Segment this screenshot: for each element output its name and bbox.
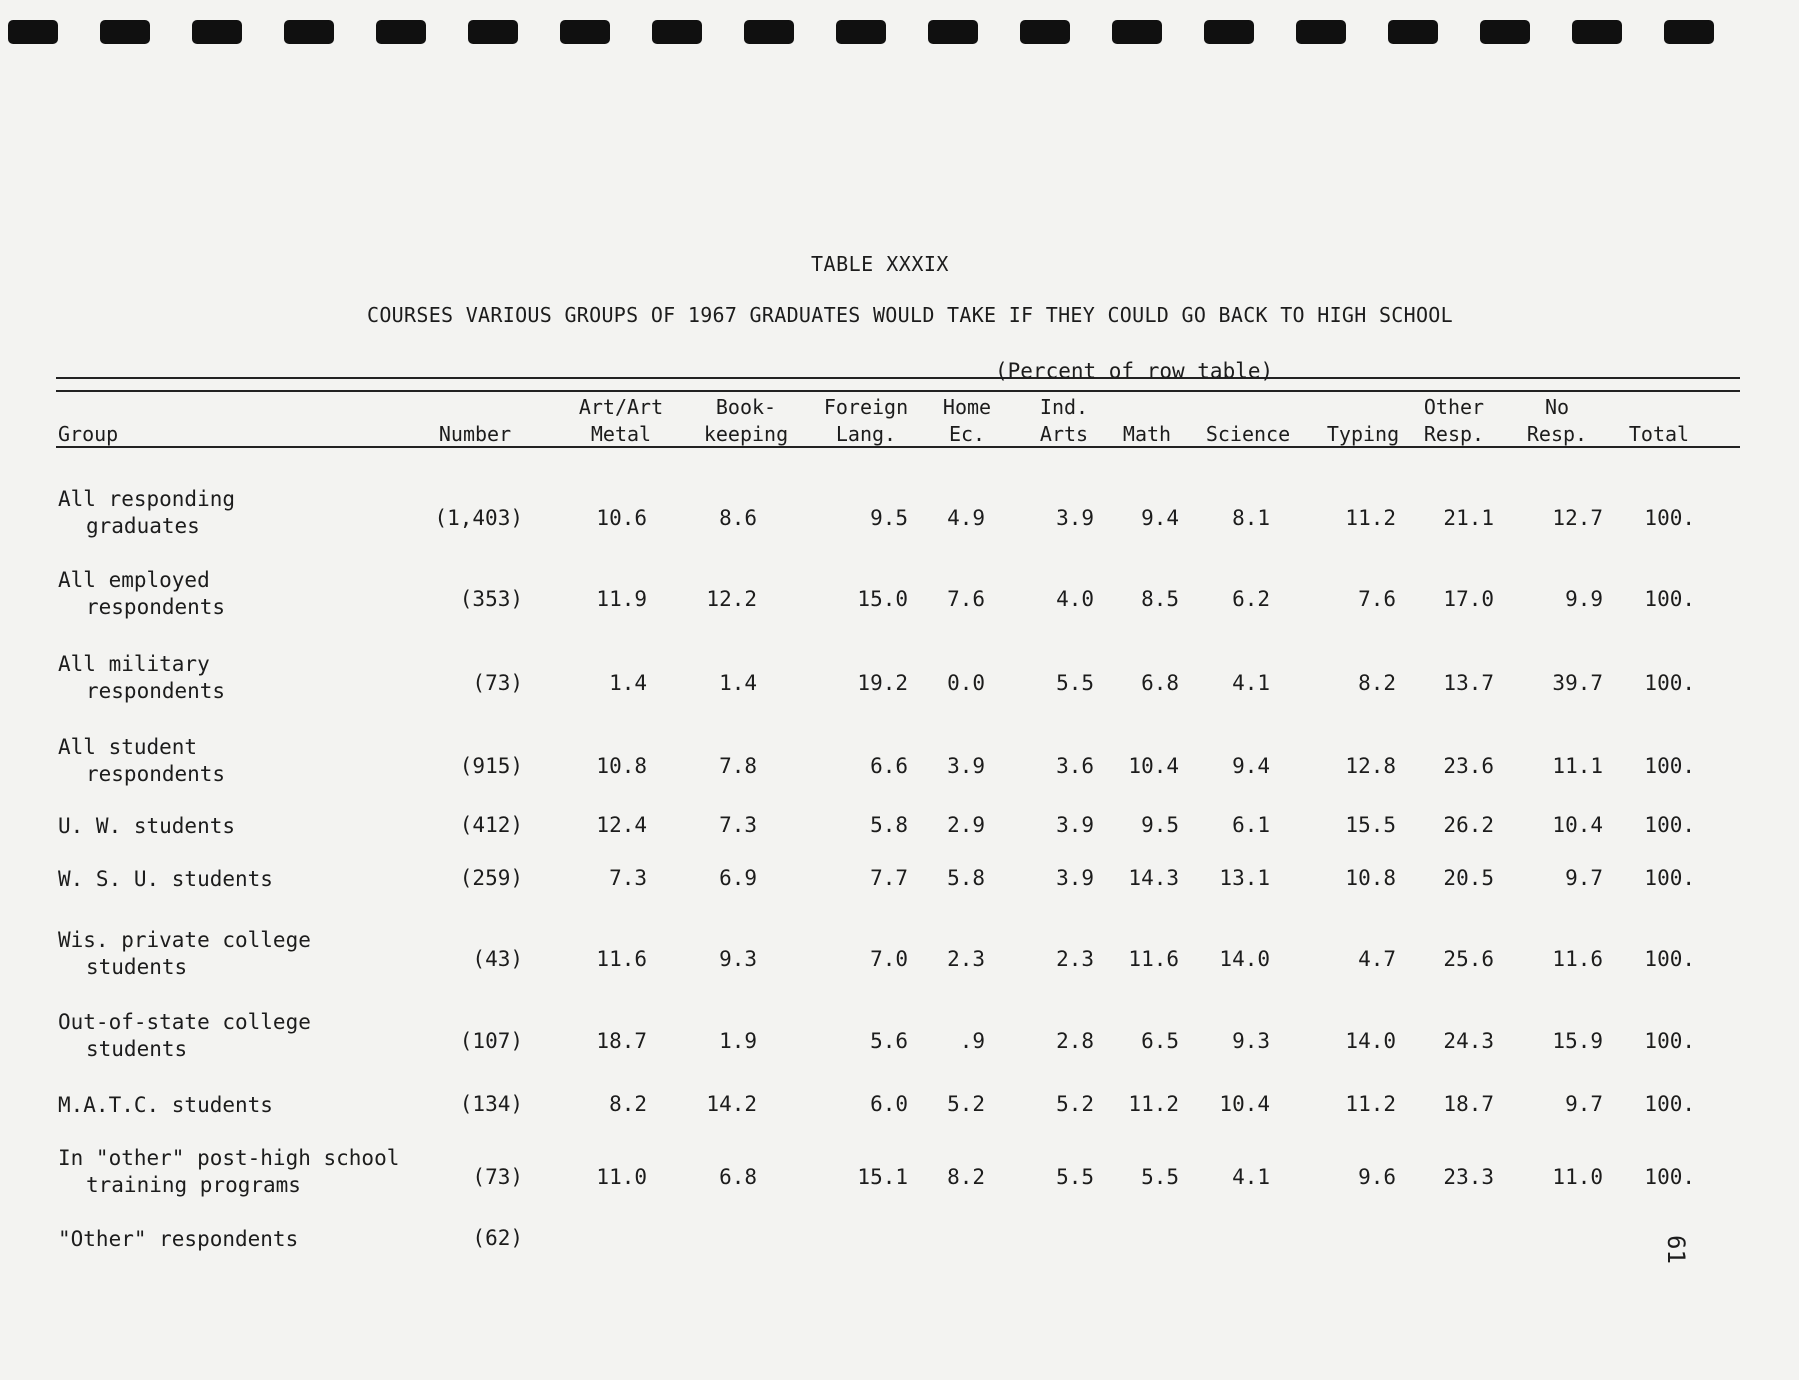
column-header-line1 xyxy=(58,394,118,421)
table-cell: 5.5 xyxy=(1056,671,1094,695)
table-cell: 24.3 xyxy=(1443,1029,1494,1053)
table-cell: 11.6 xyxy=(596,947,647,971)
column-header-line2: Resp. xyxy=(1526,422,1588,446)
table-cell: 10.4 xyxy=(1552,813,1603,837)
row-group-label xyxy=(58,1092,273,1119)
table-cell: 9.3 xyxy=(1232,1029,1270,1053)
table-cell: 11.2 xyxy=(1345,506,1396,530)
row-number: (73) xyxy=(472,671,523,695)
table-cell: 17.0 xyxy=(1443,587,1494,611)
group-label-line2: respondents xyxy=(86,679,226,703)
table-cell: 10.4 xyxy=(1219,1092,1270,1116)
table-cell: 3.9 xyxy=(1056,866,1094,890)
group-label-line2: graduates xyxy=(86,514,200,538)
column-header-line1 xyxy=(1188,394,1308,421)
row-number: (107) xyxy=(459,1029,523,1053)
row-group-label xyxy=(58,1009,311,1063)
column-header-line2: Metal xyxy=(590,422,652,446)
table-cell: 14.2 xyxy=(706,1092,757,1116)
column-header-line1: No xyxy=(1544,395,1570,419)
column-header-line2: Lang. xyxy=(835,422,897,446)
binder-hole xyxy=(1572,20,1622,44)
table-cell: 9.5 xyxy=(1141,813,1179,837)
table-cell: 12.2 xyxy=(706,587,757,611)
table-cell: 8.2 xyxy=(609,1092,647,1116)
table-cell: 0.0 xyxy=(947,671,985,695)
table-cell: 14.0 xyxy=(1345,1029,1396,1053)
binder-hole xyxy=(468,20,518,44)
table-cell: 5.2 xyxy=(1056,1092,1094,1116)
column-header-line1: Art/Art xyxy=(578,395,664,419)
table-cell: 5.2 xyxy=(947,1092,985,1116)
column-header-line1: Book- xyxy=(715,395,777,419)
table-cell: 10.4 xyxy=(1128,754,1179,778)
table-cell: 14.0 xyxy=(1219,947,1270,971)
column-header-line1: Home xyxy=(942,395,992,419)
column-header xyxy=(58,394,118,448)
table-cell: 15.5 xyxy=(1345,813,1396,837)
table-cell: 9.7 xyxy=(1565,1092,1603,1116)
table-cell: 13.7 xyxy=(1443,671,1494,695)
binder-hole xyxy=(1296,20,1346,44)
table-cell: 7.8 xyxy=(719,754,757,778)
header-rule-top xyxy=(56,390,1740,392)
row-group-label xyxy=(58,486,235,540)
row-group-label xyxy=(58,813,235,840)
table-cell: 11.6 xyxy=(1552,947,1603,971)
row-group-label xyxy=(58,567,225,621)
column-header-line2: keeping xyxy=(703,422,789,446)
table-cell: 1.4 xyxy=(609,671,647,695)
column-header-line2: Science xyxy=(1205,422,1291,446)
table-cell: 2.3 xyxy=(1056,947,1094,971)
table-cell: 9.6 xyxy=(1358,1165,1396,1189)
table-cell: .9 xyxy=(959,1029,985,1053)
table-cell: 3.9 xyxy=(947,754,985,778)
binder-hole xyxy=(836,20,886,44)
table-cell: 13.1 xyxy=(1219,866,1270,890)
table-cell: 10.8 xyxy=(596,754,647,778)
table-cell: 11.9 xyxy=(596,587,647,611)
column-header xyxy=(1394,394,1514,448)
binder-hole xyxy=(1020,20,1070,44)
table-cell: 11.2 xyxy=(1345,1092,1396,1116)
binder-hole xyxy=(8,20,58,44)
binder-hole xyxy=(560,20,610,44)
binder-holes xyxy=(8,20,1768,46)
binder-hole xyxy=(1204,20,1254,44)
group-label-line1: All responding xyxy=(58,487,236,511)
row-number: (259) xyxy=(459,866,523,890)
table-cell: 14.3 xyxy=(1128,866,1179,890)
table-cell: 7.3 xyxy=(609,866,647,890)
table-cell: 9.7 xyxy=(1565,866,1603,890)
table-cell: 2.9 xyxy=(947,813,985,837)
group-label-line1: W. S. U. students xyxy=(58,867,273,891)
column-header-line1 xyxy=(420,394,530,421)
column-header-line2: Group xyxy=(58,422,119,446)
column-header xyxy=(561,394,681,448)
table-cell: 19.2 xyxy=(857,671,908,695)
table-cell: 6.0 xyxy=(870,1092,908,1116)
table-cell: 100. xyxy=(1644,671,1695,695)
binder-hole xyxy=(284,20,334,44)
page-number: 61 xyxy=(1662,1235,1690,1264)
table-cell: 9.9 xyxy=(1565,587,1603,611)
table-cell: 3.9 xyxy=(1056,813,1094,837)
row-number: (73) xyxy=(472,1165,523,1189)
group-label-line1: Out-of-state college xyxy=(58,1010,311,1034)
table-cell: 100. xyxy=(1644,813,1695,837)
row-number: (915) xyxy=(459,754,523,778)
table-cell: 3.6 xyxy=(1056,754,1094,778)
table-cell: 7.3 xyxy=(719,813,757,837)
table-cell: 6.8 xyxy=(719,1165,757,1189)
column-header-line2: Math xyxy=(1122,422,1172,446)
binder-hole xyxy=(1664,20,1714,44)
table-cell: 18.7 xyxy=(596,1029,647,1053)
table-cell: 9.4 xyxy=(1232,754,1270,778)
table-cell: 100. xyxy=(1644,1029,1695,1053)
table-cell: 5.5 xyxy=(1056,1165,1094,1189)
column-header-line1: Other xyxy=(1423,395,1485,419)
row-group-label xyxy=(58,734,225,788)
table-cell: 23.3 xyxy=(1443,1165,1494,1189)
column-header-line2: Typing xyxy=(1326,422,1400,446)
column-header-line1 xyxy=(1599,394,1719,421)
table-cell: 11.0 xyxy=(596,1165,647,1189)
table-cell: 20.5 xyxy=(1443,866,1494,890)
column-header-line2: Ec. xyxy=(948,422,986,446)
table-cell: 5.8 xyxy=(870,813,908,837)
group-label-line2: respondents xyxy=(86,762,226,786)
binder-hole xyxy=(1388,20,1438,44)
group-label-line1: All employed xyxy=(58,568,210,592)
table-cell: 6.8 xyxy=(1141,671,1179,695)
row-group-label xyxy=(58,866,273,893)
row-number: (412) xyxy=(459,813,523,837)
row-group-label xyxy=(58,651,225,705)
column-header-line2: Resp. xyxy=(1423,422,1485,446)
table-cell: 7.0 xyxy=(870,947,908,971)
binder-hole xyxy=(1480,20,1530,44)
column-header-line1: Foreign xyxy=(823,395,909,419)
table-cell: 100. xyxy=(1644,1092,1695,1116)
column-header xyxy=(1188,394,1308,448)
table-cell: 100. xyxy=(1644,754,1695,778)
table-cell: 1.9 xyxy=(719,1029,757,1053)
table-cell: 23.6 xyxy=(1443,754,1494,778)
table-cell: 26.2 xyxy=(1443,813,1494,837)
table-cell: 4.9 xyxy=(947,506,985,530)
binder-hole xyxy=(376,20,426,44)
group-label-line2: respondents xyxy=(86,595,226,619)
group-label-line2: training programs xyxy=(86,1173,301,1197)
table-cell: 2.8 xyxy=(1056,1029,1094,1053)
table-cell: 8.1 xyxy=(1232,506,1270,530)
column-header xyxy=(420,394,530,448)
group-label-line1: M.A.T.C. students xyxy=(58,1093,273,1117)
table-cell: 18.7 xyxy=(1443,1092,1494,1116)
group-label-line2: students xyxy=(86,1037,188,1061)
table-cell: 100. xyxy=(1644,947,1695,971)
table-cell: 2.3 xyxy=(947,947,985,971)
table-cell: 7.6 xyxy=(947,587,985,611)
table-cell: 25.6 xyxy=(1443,947,1494,971)
table-cell: 15.0 xyxy=(857,587,908,611)
binder-hole xyxy=(744,20,794,44)
row-number: (62) xyxy=(472,1226,523,1250)
row-number: (134) xyxy=(459,1092,523,1116)
column-header-line2: Arts xyxy=(1039,422,1089,446)
table-cell: 21.1 xyxy=(1443,506,1494,530)
table-cell: 10.6 xyxy=(596,506,647,530)
table-cell: 9.3 xyxy=(719,947,757,971)
table-cell: 6.1 xyxy=(1232,813,1270,837)
table-cell: 5.6 xyxy=(870,1029,908,1053)
row-number: (353) xyxy=(459,587,523,611)
table-cell: 6.2 xyxy=(1232,587,1270,611)
unit-note: (Percent of row table) xyxy=(995,359,1274,383)
group-label-line1: U. W. students xyxy=(58,814,236,838)
table-cell: 5.8 xyxy=(947,866,985,890)
table-cell: 15.9 xyxy=(1552,1029,1603,1053)
table-cell: 11.2 xyxy=(1128,1092,1179,1116)
row-group-label xyxy=(58,1226,298,1253)
table-cell: 100. xyxy=(1644,1165,1695,1189)
table-cell: 6.6 xyxy=(870,754,908,778)
binder-hole xyxy=(100,20,150,44)
table-cell: 7.7 xyxy=(870,866,908,890)
row-number: (43) xyxy=(472,947,523,971)
table-cell: 10.8 xyxy=(1345,866,1396,890)
table-cell: 7.6 xyxy=(1358,587,1396,611)
table-cell: 4.7 xyxy=(1358,947,1396,971)
table-subtitle: COURSES VARIOUS GROUPS OF 1967 GRADUATES WOULD TAKE IF THEY COULD GO BACK TO HIGH SCHOOL xyxy=(366,303,1453,327)
column-header-line2: Number xyxy=(438,422,512,446)
group-label-line2: students xyxy=(86,955,188,979)
row-group-label xyxy=(58,927,311,981)
binder-hole xyxy=(928,20,978,44)
table-cell: 11.1 xyxy=(1552,754,1603,778)
column-header xyxy=(1599,394,1719,448)
group-label-line1: "Other" respondents xyxy=(58,1227,299,1251)
table-cell: 8.2 xyxy=(1358,671,1396,695)
table-cell: 6.5 xyxy=(1141,1029,1179,1053)
table-cell: 12.7 xyxy=(1552,506,1603,530)
table-cell: 15.1 xyxy=(857,1165,908,1189)
column-header xyxy=(686,394,806,448)
column-header-line1: Ind. xyxy=(1039,395,1089,419)
group-label-line1: Wis. private college xyxy=(58,928,311,952)
table-cell: 4.1 xyxy=(1232,1165,1270,1189)
table-cell: 5.5 xyxy=(1141,1165,1179,1189)
table-cell: 100. xyxy=(1644,866,1695,890)
table-cell: 8.6 xyxy=(719,506,757,530)
row-number: (1,403) xyxy=(434,506,523,530)
table-cell: 8.5 xyxy=(1141,587,1179,611)
table-cell: 1.4 xyxy=(719,671,757,695)
table-cell: 11.0 xyxy=(1552,1165,1603,1189)
binder-hole xyxy=(192,20,242,44)
table-cell: 39.7 xyxy=(1552,671,1603,695)
table-cell: 6.9 xyxy=(719,866,757,890)
table-cell: 12.4 xyxy=(596,813,647,837)
table-cell: 4.1 xyxy=(1232,671,1270,695)
binder-hole xyxy=(652,20,702,44)
table-cell: 100. xyxy=(1644,587,1695,611)
row-group-label xyxy=(58,1145,399,1199)
table-cell: 100. xyxy=(1644,506,1695,530)
table-cell: 12.8 xyxy=(1345,754,1396,778)
table-title: TABLE XXXIX xyxy=(811,252,949,276)
top-rule xyxy=(56,377,1740,379)
column-header-line2: Total xyxy=(1628,422,1690,446)
table-cell: 8.2 xyxy=(947,1165,985,1189)
table-cell: 3.9 xyxy=(1056,506,1094,530)
group-label-line1: All student xyxy=(58,735,198,759)
group-label-line1: In "other" post-high school xyxy=(58,1146,400,1170)
table-cell: 11.6 xyxy=(1128,947,1179,971)
table-cell: 9.4 xyxy=(1141,506,1179,530)
table-cell: 4.0 xyxy=(1056,587,1094,611)
table-cell: 9.5 xyxy=(870,506,908,530)
binder-hole xyxy=(1112,20,1162,44)
group-label-line1: All military xyxy=(58,652,210,676)
